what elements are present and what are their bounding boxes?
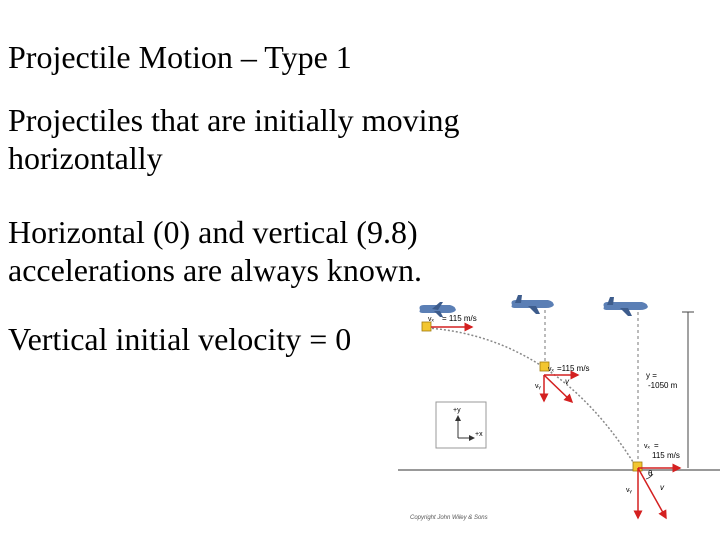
airplane-2-icon [512,295,555,314]
axis-y-label: +y [453,407,461,414]
axis-x-label: +x [475,431,483,438]
bullet-3 [8,320,351,358]
slide-title: Projectile Motion – Type 1 [8,39,352,75]
v-label-2: v [565,377,569,386]
theta-label: θ [648,469,653,478]
bullet-1-line-1: Projectiles that are initially moving [8,102,460,138]
vx-label-1: = 115 m/s [442,314,477,323]
copyright-note: Copyright John Wiley & Sons [410,515,488,521]
height-label-1: y = [646,371,657,380]
ball-1 [422,322,431,331]
bullet-2 [8,213,422,289]
projectile-figure [398,292,720,540]
bullet-2-line-1: Horizontal (0) and vertical (9.8) [8,214,418,250]
trajectory-path [428,328,638,470]
height-label-2: -1050 m [648,381,678,390]
vx-value-3: 115 m/s [652,451,680,460]
vy-symbol-2: vᵧ [535,383,541,390]
airplane-3-icon [604,297,649,316]
vx-label-2: =115 m/s [557,364,590,373]
bullet-1-line-2: horizontally [8,140,163,176]
bullet-1 [8,101,459,177]
vx-label-3: = [654,441,659,450]
vx-symbol-3: vₓ [644,443,650,450]
v-label-3: v [660,483,664,492]
vx-symbol-2: vₓ [548,366,554,373]
vy-symbol-3: vᵧ [626,487,632,494]
bullet-2-line-2: accelerations are always known. [8,252,423,288]
axes-box [436,402,486,448]
vx-symbol-1: vₓ [428,316,434,323]
bullet-3-line-1: Vertical initial velocity = 0 [8,321,352,357]
